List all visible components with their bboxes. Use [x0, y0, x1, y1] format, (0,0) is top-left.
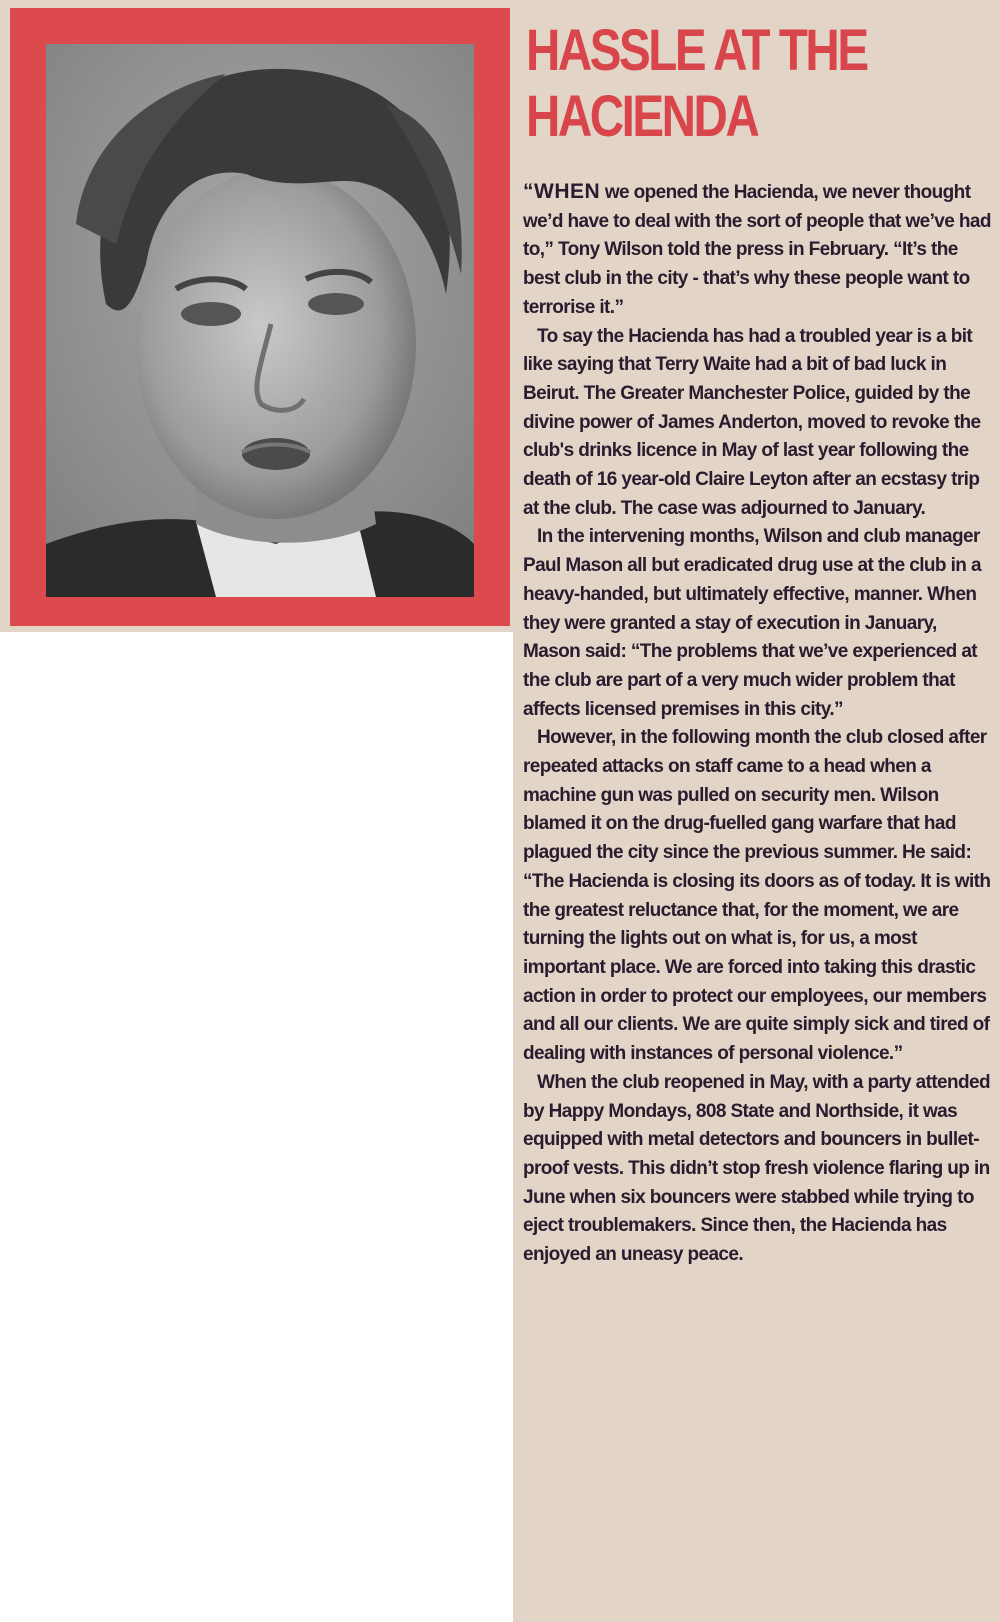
photo-frame: [10, 8, 510, 626]
paragraph-4: However, in the following month the club closed after repeated attacks on staff came to a head when a machine gun was pulled on security men. Wilson blamed it on the drug-fuelled gang warfare that had plagued the city since the previous summer. He said: “The Hacienda is closing its doors as of today. It is with the greatest reluctance that, for the moment, we are turning the lights out on what is, for us, a most important place. We are forced into taking this drastic action in order to protect our employees, our members and all our clients. We are quite simply sick and tired of dealing with instances of personal violence.”: [523, 727, 991, 1065]
paragraph-5: When the club reopened in May, with a party attended by Happy Mondays, 808 State and Northside, it was equipped with metal detectors and bouncers in bullet-proof vests. This didn’t stop fresh violence flaring up in June when six bouncers were stabbed while trying to eject troublemakers. Since then, the Hacienda has enjoyed an uneasy peace.: [523, 1071, 991, 1266]
article-body: [523, 178, 991, 1270]
paragraph-1-text: we opened the Hacienda, we never thought we’d have to deal with the sort of people that we’ve had to,” Tony Wilson told the press in February. “It’s the best club in the city - that’s why these people want to terrorise it.”: [523, 182, 991, 318]
headline: HASSLE AT THE HACIENDA: [526, 18, 867, 149]
photo-paper-area: [0, 0, 513, 632]
portrait-photo: [46, 44, 474, 597]
portrait-illustration: [46, 44, 474, 597]
paragraph-1: [523, 178, 991, 323]
paragraph-3: In the intervening months, Wilson and club manager Paul Mason all but eradicated drug use at the club in a heavy-handed, but ultimately effective, manner. When they were granted a stay of execution in January, Mason said: “The problems that we’ve experienced at the club are part of a very much wider problem that affects licensed premises in this city.”: [523, 526, 981, 720]
lead-word: “WHEN: [523, 180, 601, 203]
paragraph-2: To say the Hacienda has had a troubled year is a bit like saying that Terry Waite had a bit of bad luck in Beirut. The Greater Manchester Police, guided by the divine power of James Anderton, moved to revoke the club's drinks licence in May of last year following the death of 16 year-old Claire Leyton after an ecstasy trip at the club. The case was adjourned to January.: [523, 325, 981, 519]
